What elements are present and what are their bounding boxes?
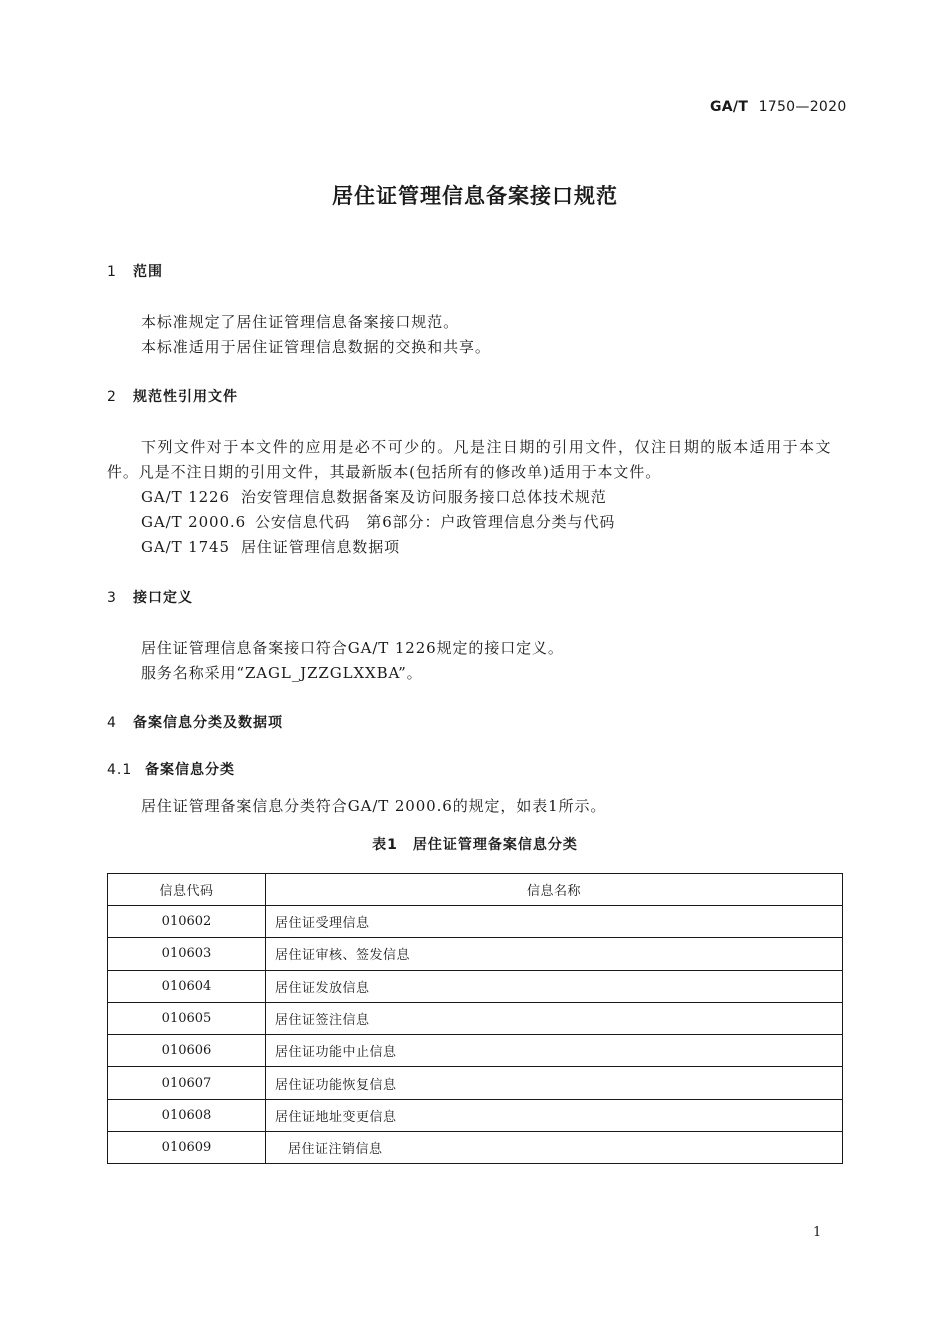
section-title: 规范性引用文件 bbox=[133, 389, 238, 405]
table-row bbox=[108, 970, 843, 1002]
section-title: 接口定义 bbox=[133, 590, 193, 606]
info-code-cell: 010607 bbox=[108, 1067, 266, 1099]
info-name-cell: 居住证签注信息 bbox=[266, 1002, 843, 1034]
info-name-cell: 居住证地址变更信息 bbox=[266, 1099, 843, 1131]
table-caption: 表1 居住证管理备案信息分类 bbox=[372, 837, 578, 853]
section-2-intro-line-1: 下列文件对于本文件的应用是必不可少的。凡是注日期的引用文件，仅注日期的版本适用于本文 bbox=[141, 438, 832, 456]
table-row bbox=[108, 906, 843, 938]
section-2-intro-line-2: 件。凡是不注日期的引用文件，其最新版本(包括所有的修改单)适用于本文件。 bbox=[107, 463, 662, 481]
subsection-4-1-para: 居住证管理备案信息分类符合GA/T 2000.6的规定，如表1所示。 bbox=[141, 797, 607, 815]
info-category-table bbox=[107, 873, 843, 1164]
table-row bbox=[108, 1035, 843, 1067]
section-4-heading bbox=[107, 712, 283, 732]
section-number: 2 bbox=[107, 389, 117, 405]
info-name-cell: 居住证注销信息 bbox=[266, 1132, 843, 1164]
standard-prefix: GA/T bbox=[710, 99, 749, 115]
info-name-cell: 居住证审核、签发信息 bbox=[266, 938, 843, 970]
subsection-4-1-heading bbox=[107, 759, 235, 779]
info-name-cell: 居住证受理信息 bbox=[266, 906, 843, 938]
section-1-para-2: 本标准适用于居住证管理信息数据的交换和共享。 bbox=[141, 338, 491, 356]
document-title: 居住证管理信息备案接口规范 bbox=[332, 184, 618, 208]
info-code-cell: 010604 bbox=[108, 970, 266, 1002]
info-name-cell: 居住证功能恢复信息 bbox=[266, 1067, 843, 1099]
table-row bbox=[108, 1132, 843, 1164]
reference-code: GA/T 2000.6 bbox=[141, 513, 247, 531]
info-code-cell: 010602 bbox=[108, 906, 266, 938]
section-1-heading bbox=[107, 261, 163, 281]
normative-reference bbox=[141, 486, 607, 507]
table-row bbox=[108, 938, 843, 970]
reference-code: GA/T 1745 bbox=[141, 538, 230, 556]
reference-code: GA/T 1226 bbox=[141, 488, 230, 506]
reference-title: 居住证管理信息数据项 bbox=[241, 538, 401, 556]
section-3-heading bbox=[107, 587, 193, 607]
section-3-para-2: 服务名称采用“ZAGL_JZZGLXXBA”。 bbox=[141, 664, 423, 682]
info-code-cell: 010609 bbox=[108, 1132, 266, 1164]
standard-number: 1750—2020 bbox=[758, 99, 847, 115]
subsection-title: 备案信息分类 bbox=[145, 762, 235, 778]
reference-title: 治安管理信息数据备案及访问服务接口总体技术规范 bbox=[241, 488, 607, 506]
info-name-cell: 居住证发放信息 bbox=[266, 970, 843, 1002]
section-number: 3 bbox=[107, 590, 117, 606]
table-row bbox=[108, 1002, 843, 1034]
section-3-para-1: 居住证管理信息备案接口符合GA/T 1226规定的接口定义。 bbox=[141, 639, 564, 657]
subsection-number: 4.1 bbox=[107, 762, 133, 778]
reference-title: 公安信息代码 第6部分：户政管理信息分类与代码 bbox=[255, 513, 616, 531]
section-1-para-1: 本标准规定了居住证管理信息备案接口规范。 bbox=[141, 313, 460, 331]
normative-reference bbox=[141, 536, 400, 557]
section-number: 1 bbox=[107, 264, 117, 280]
info-code-cell: 010603 bbox=[108, 938, 266, 970]
section-title: 备案信息分类及数据项 bbox=[133, 715, 283, 731]
section-title: 范围 bbox=[133, 264, 163, 280]
table-row bbox=[108, 1067, 843, 1099]
column-header-code: 信息代码 bbox=[108, 874, 266, 906]
info-code-cell: 010606 bbox=[108, 1035, 266, 1067]
table-row bbox=[108, 1099, 843, 1131]
column-header-name: 信息名称 bbox=[266, 874, 843, 906]
table-header-row bbox=[108, 874, 843, 906]
normative-reference bbox=[141, 511, 615, 532]
info-code-cell: 010608 bbox=[108, 1099, 266, 1131]
info-name-cell: 居住证功能中止信息 bbox=[266, 1035, 843, 1067]
section-2-heading bbox=[107, 386, 238, 406]
standard-code bbox=[710, 99, 847, 115]
section-number: 4 bbox=[107, 715, 117, 731]
info-code-cell: 010605 bbox=[108, 1002, 266, 1034]
page-number: 1 bbox=[813, 1225, 822, 1240]
